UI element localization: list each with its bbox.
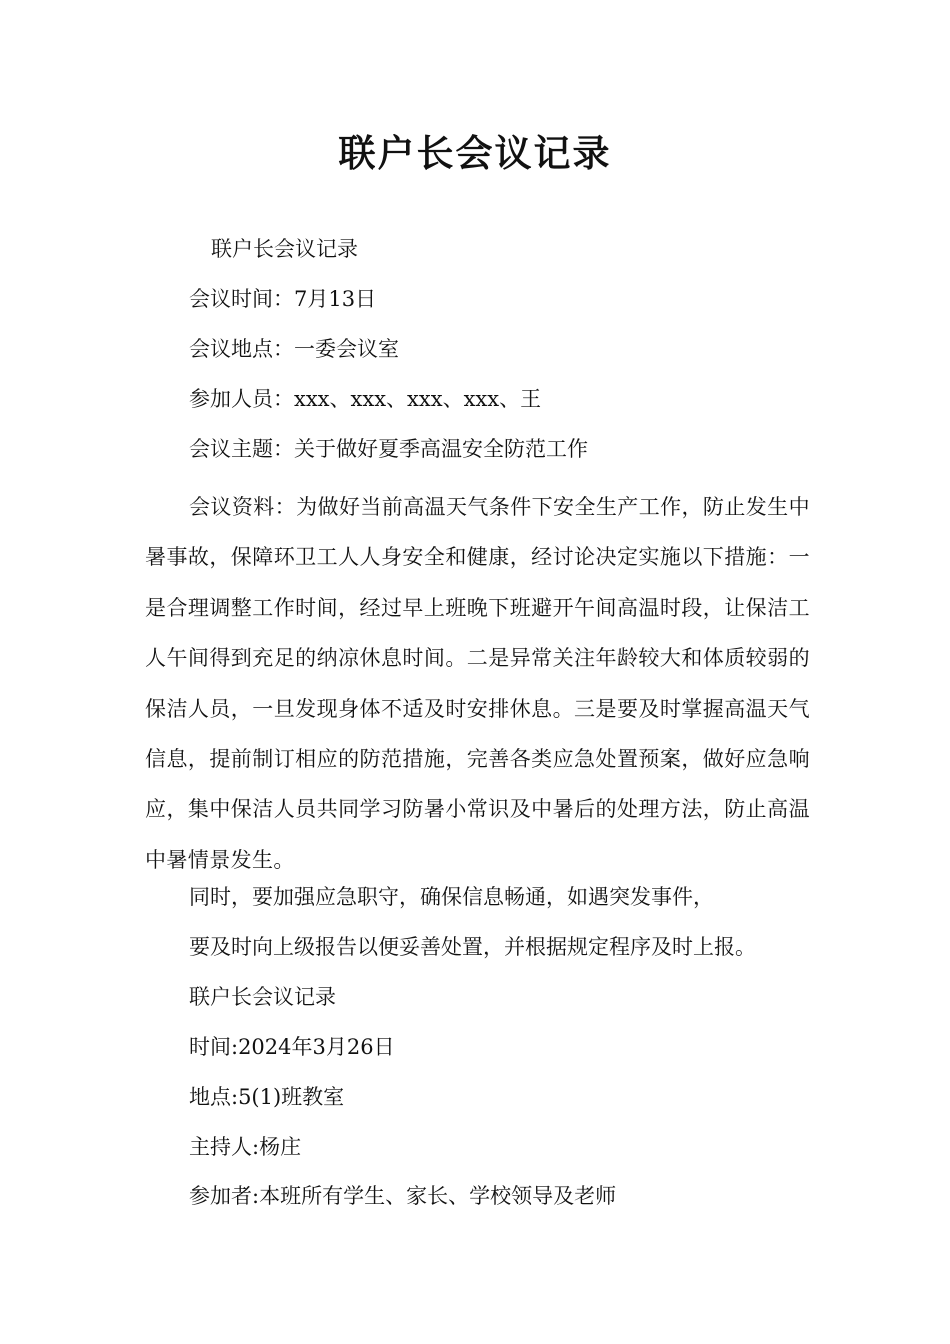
record1-time: 会议时间：7月13日 [189, 287, 377, 311]
record1-theme: 会议主题：关于做好夏季高温安全防范工作 [189, 437, 588, 461]
record2-participants: 参加者:本班所有学生、家长、学校领导及老师 [189, 1184, 617, 1208]
record2-heading: 联户长会议记录 [189, 985, 336, 1009]
record1-heading: 联户长会议记录 [211, 237, 358, 261]
record1-place: 会议地点：一委会议室 [189, 337, 399, 361]
record1-note-line1: 同时，要加强应急职守，确保信息畅通，如遇突发事件， [189, 885, 714, 909]
record1-content-paragraph: 会议资料：为做好当前高温天气条件下安全生产工作，防止发生中暑事故，保障环卫工人人身安全和健康，经讨论决定实施以下措施：一是合理调整工作时间，经过早上班晚下班避开午间高温时段，让保洁工人午间得到充足的纳凉休息时间。二是异常关注年龄较大和体质较弱的保洁人员，一旦发现身体不适及时安排休息。三是要及时掌握高温天气信息，提前制订相应的防范措施，完善各类应急处置预案，做好应急响应，集中保洁人员共同学习防暑小常识及中暑后的处理方法，防止高温中暑情景发生。 [145, 495, 810, 872]
record2-host: 主持人:杨庄 [189, 1135, 302, 1159]
record2-time: 时间:2024年3月26日 [189, 1035, 395, 1059]
record1-note-line2: 要及时向上级报告以便妥善处置，并根据规定程序及时上报。 [189, 935, 756, 959]
record1-attendees: 参加人员：xxx、xxx、xxx、xxx、王 [189, 387, 542, 411]
record2-place: 地点:5(1)班教室 [189, 1085, 345, 1109]
document-title: 联户长会议记录 [338, 131, 612, 175]
